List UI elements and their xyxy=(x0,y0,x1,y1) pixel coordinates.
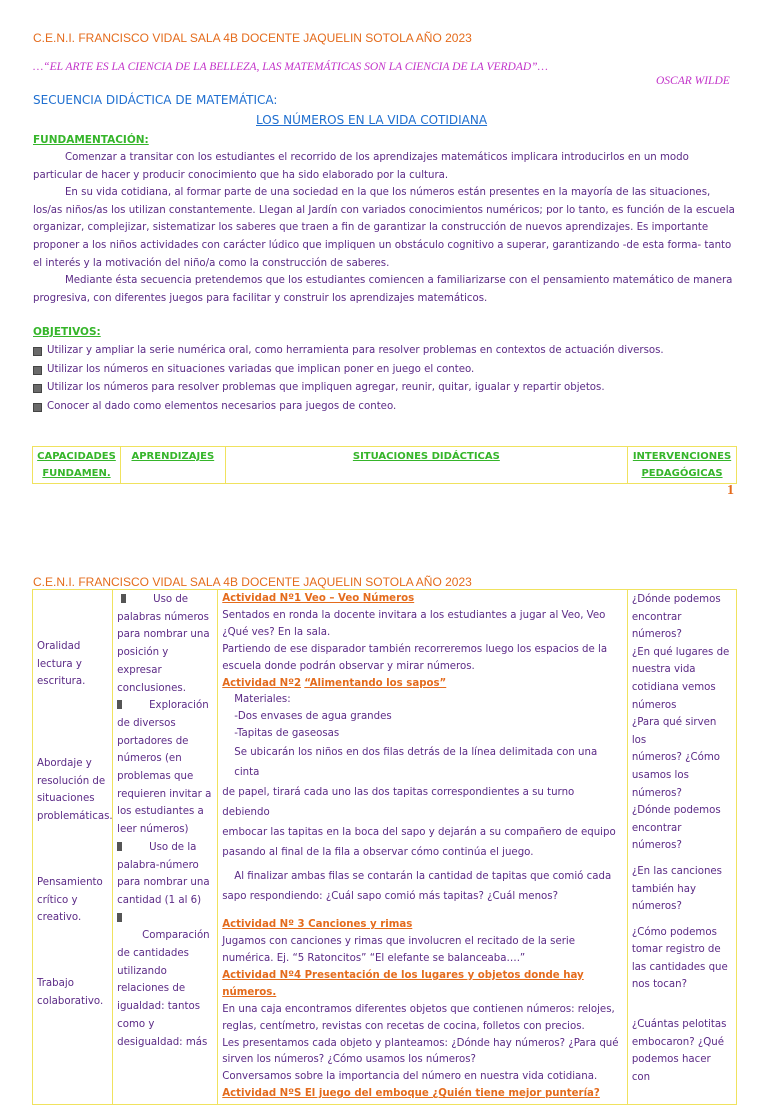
activity-2-line: -Dos envases de agua grandes xyxy=(234,711,392,723)
intervencion-line: cotidiana vemos xyxy=(631,681,716,693)
square-bullet-icon xyxy=(33,384,42,393)
activity-4-line: sirven los números? ¿Cómo usamos los números? xyxy=(222,1054,476,1066)
square-bullet-icon xyxy=(33,403,42,412)
intervencion-line: ¿Dónde podemos xyxy=(631,594,721,605)
aprendizaje-line xyxy=(117,591,213,609)
aprendizaje-text: Comparación xyxy=(142,930,210,942)
objetivo-item xyxy=(33,342,736,361)
capacidad-line: colaborativo. xyxy=(37,995,104,1007)
intervencion-line: números? xyxy=(631,901,682,913)
intervencion-line: las cantidades que xyxy=(631,961,728,973)
document-subtitle: LOS NÚMEROS EN LA VIDA COTIDIANA xyxy=(256,113,488,127)
intervenciones-cell xyxy=(627,590,736,1105)
intervencion-line: podemos hacer con xyxy=(631,1054,711,1083)
activity-2-line: de papel, tirará cada uno las dos tapitas correspondientes a su turno debiendo xyxy=(222,787,575,819)
capacidad-line: situaciones xyxy=(37,793,95,804)
square-bullet-icon xyxy=(117,700,122,709)
intervencion-line: ¿Cómo podemos xyxy=(631,926,717,938)
aprendizaje-line: desigualdad: más xyxy=(117,1036,208,1048)
aprendizaje-line xyxy=(117,910,213,945)
capacidad-line: lectura y xyxy=(37,658,82,670)
epigraph-author: OSCAR WILDE xyxy=(656,75,730,87)
intervencion-line: nuestra vida xyxy=(631,664,696,676)
objetivo-item xyxy=(33,379,736,398)
activity-2-line: -Tapitas de gaseosas xyxy=(234,728,340,740)
aprendizaje-text: Uso de xyxy=(153,594,189,605)
square-bullet-icon xyxy=(121,594,126,603)
header-aprendizajes xyxy=(120,447,225,484)
aprendizaje-line xyxy=(117,839,213,857)
aprendizaje-line: leer números) xyxy=(117,824,189,836)
activity-2-title-name: “Alimentando los sapos” xyxy=(304,677,447,689)
intervencion-line: ¿En qué lugares de xyxy=(631,646,730,658)
activity-3-line: numérica. Ej. “5 Ratoncitos” “El elefante se balanceaba….” xyxy=(222,952,526,964)
activity-2-line: Materiales: xyxy=(234,694,291,706)
capacidad-line: Trabajo xyxy=(37,978,74,989)
square-bullet-icon xyxy=(33,347,42,356)
square-bullet-icon xyxy=(117,842,122,851)
activity-4-line: reglas, centímetro, revistas con recetas de cocina, folletos con precios. xyxy=(222,1020,585,1032)
square-bullet-icon xyxy=(117,913,122,922)
activity-2-line: embocar las tapitas en la boca del sapo y dejarán a su compañero de equipo xyxy=(222,827,616,839)
aprendizaje-line: números (en xyxy=(117,753,182,765)
activity-1-line: ¿Qué ves? En la sala. xyxy=(222,626,331,638)
page-number: 1 xyxy=(727,483,734,498)
planning-table xyxy=(32,589,737,1105)
activity-5-title: Actividad NºS El juego del emboque ¿Quién tiene mejor puntería? xyxy=(222,1088,600,1100)
aprendizaje-line: portadores de xyxy=(117,735,189,747)
capacidad-line: escritura. xyxy=(37,676,86,687)
capacidad-line: Pensamiento xyxy=(37,877,103,888)
intervencion-line: números? ¿Cómo xyxy=(631,752,720,764)
document-title: SECUENCIA DIDÁCTICA DE MATEMÁTICA: xyxy=(33,93,278,107)
header-capacidades xyxy=(33,447,121,484)
intervencion-line: embocaron? ¿Qué xyxy=(631,1036,725,1048)
epigraph-quote: …“EL ARTE ES LA CIENCIA DE LA BELLEZA, LAS MATEMÁTICAS SON LA CIENCIA DE LA VERDAD”… xyxy=(33,61,548,73)
activity-3-line: Jugamos con canciones y rimas que involucren el recitado de la serie xyxy=(222,936,576,948)
aprendizaje-line: problemas que xyxy=(117,771,194,783)
activity-2-title-number: Actividad Nº2 xyxy=(222,677,302,689)
aprendizaje-line: conclusiones. xyxy=(117,682,186,694)
aprendizaje-text: Uso de la xyxy=(149,841,197,853)
aprendizaje-line: palabras números xyxy=(117,611,209,623)
planning-table-header xyxy=(32,446,737,484)
situaciones-cell xyxy=(218,590,628,1105)
capacidad-block xyxy=(37,874,103,927)
intervencion-line: encontrar números? xyxy=(631,611,682,641)
activity-2-line: Al finalizar ambas filas se contarán la cantidad de tapitas que comió cada xyxy=(234,871,612,883)
page1-header: C.E.N.I. FRANCISCO VIDAL SALA 4B DOCENTE JAQUELIN SOTOLA AÑO 2023 xyxy=(33,31,472,45)
planning-table-body xyxy=(32,589,739,1100)
capacidad-block xyxy=(37,975,103,1010)
activity-1-line: Partiendo de ese disparador también recorreremos luego los espacios de la xyxy=(222,643,608,655)
fundamentacion-body xyxy=(33,149,736,307)
intervencion-line: usamos los números? xyxy=(631,769,689,799)
activity-3-title: Actividad Nº 3 Canciones y rimas xyxy=(222,919,413,931)
capacidad-line: resolución de xyxy=(37,775,106,787)
aprendizajes-cell xyxy=(113,590,218,1105)
aprendizaje-line: requieren invitar a xyxy=(117,788,212,800)
intervencion-line: también hay xyxy=(631,883,696,895)
header-capacidades-line2: FUNDAMEN. xyxy=(42,468,111,479)
header-situaciones-label: SITUACIONES DIDÁCTICAS xyxy=(352,451,500,462)
aprendizaje-line: de diversos xyxy=(117,717,176,729)
fundamentacion-paragraph: Comenzar a transitar con los estudiantes el recorrido de los aprendizajes matemáticos implicara introducirlos en un modo particular de hacer y producir conocimiento que ha sido elaborado por la cultura. xyxy=(33,152,689,181)
intervencion-line: nos tocan? xyxy=(631,979,687,991)
activity-4-line: En una caja encontramos diferentes objetos que contienen números: relojes, xyxy=(222,1003,615,1015)
objetivo-text: Utilizar y ampliar la serie numérica oral, como herramienta para resolver problemas en contextos de actuación diversos. xyxy=(47,345,664,356)
activity-2-line: Se ubicarán los niños en dos filas detrás de la línea delimitada con una cinta xyxy=(234,747,598,779)
objetivos-list xyxy=(33,342,736,416)
activity-2-line: pasando al final de la fila a observar cómo continúa el juego. xyxy=(222,847,534,859)
aprendizaje-line: posición y expresar xyxy=(117,647,169,676)
intervencion-line: encontrar números? xyxy=(631,822,682,852)
objetivo-item xyxy=(33,398,736,417)
capacidad-block xyxy=(37,638,85,691)
fundamentacion-paragraph: En su vida cotidiana, al formar parte de una sociedad en la que los números están presentes en la mayoría de las situaciones, los/as niños/as los utilizan constantemente. Llegan al Jardín con variados conocimientos numéricos; por lo tanto, es función de la escuela organizar, complejizar, sistematizar los saberes que traen a fin de garantizar la construcción de nuevos aprendizajes. Es importante proponer a los niños actividades con carácter lúdico que impliquen un obstáculo cognitivo a superar, garantizando -de esta forma- tanto el interés y la motivación del niño/a como la construcción de saberes. xyxy=(33,187,735,269)
header-intervenciones-line1: INTERVENCIONES xyxy=(632,451,732,462)
aprendizaje-text: Exploración xyxy=(149,700,209,712)
intervencion-line: ¿Para qué sirven los xyxy=(631,717,717,746)
page2-header: C.E.N.I. FRANCISCO VIDAL SALA 4B DOCENTE JAQUELIN SOTOLA AÑO 2023 xyxy=(33,575,472,589)
activity-1-line: escuela donde podrán observar y mirar números. xyxy=(222,660,475,672)
aprendizaje-line: los estudiantes a xyxy=(117,806,204,818)
capacidades-cell xyxy=(33,590,113,1105)
fundamentacion-paragraph: Mediante ésta secuencia pretendemos que los estudiantes comiencen a familiarizarse con el pensamiento matemático de manera progresiva, con diferentes juegos para facilitar y construir los aprendizajes matemáticos. xyxy=(33,275,733,304)
activity-4-title: Actividad Nº4 Presentación de los lugares y objetos donde hay números. xyxy=(222,969,584,998)
capacidad-line: Abordaje y xyxy=(37,758,92,769)
intervencion-line: ¿En las canciones xyxy=(631,865,722,877)
aprendizaje-line xyxy=(117,697,213,715)
intervencion-line: números xyxy=(631,699,677,711)
header-capacidades-line1: CAPACIDADES xyxy=(37,451,116,462)
objetivo-text: Utilizar los números en situaciones variadas que implican poner en juego el conteo. xyxy=(47,363,475,375)
capacidad-line: problemáticas. xyxy=(37,810,113,822)
capacidad-line: Oralidad xyxy=(37,641,81,652)
aprendizaje-line: para nombrar una xyxy=(117,629,210,641)
objetivos-heading: OBJETIVOS: xyxy=(33,326,101,338)
activity-4-line: Conversamos sobre la importancia del número en nuestra vida cotidiana. xyxy=(222,1071,598,1083)
header-situaciones xyxy=(225,447,627,484)
aprendizaje-line: utilizando xyxy=(117,965,167,977)
aprendizaje-line: cantidad (1 al 6) xyxy=(117,894,202,906)
intervencion-line: ¿Cuántas pelotitas xyxy=(631,1019,727,1031)
aprendizaje-line: igualdad: tantos xyxy=(117,1001,201,1013)
objetivo-item xyxy=(33,361,736,380)
aprendizaje-line: para nombrar una xyxy=(117,877,210,889)
intervencion-line: ¿Dónde podemos xyxy=(631,805,721,817)
aprendizaje-line: de cantidades xyxy=(117,948,189,960)
header-aprendizajes-label: APRENDIZAJES xyxy=(131,451,215,462)
fundamentacion-heading: FUNDAMENTACIÓN: xyxy=(33,134,149,146)
capacidad-line: creativo. xyxy=(37,912,82,923)
intervencion-line: tomar registro de xyxy=(631,944,721,956)
activity-4-line: Les presentamos cada objeto y planteamos: ¿Dónde hay números? ¿Para qué xyxy=(222,1037,619,1049)
objetivo-text: Conocer al dado como elementos necesarios para juegos de conteo. xyxy=(47,400,397,412)
activity-2-title xyxy=(222,676,623,693)
aprendizaje-line: palabra-número xyxy=(117,859,199,871)
header-intervenciones-line2: PEDAGÓGICAS xyxy=(641,468,723,479)
activity-1-title: Actividad Nº1 Veo – Veo Números xyxy=(222,593,415,604)
header-intervenciones xyxy=(628,447,737,484)
square-bullet-icon xyxy=(33,366,42,375)
capacidad-line: crítico y xyxy=(37,894,78,906)
aprendizaje-line: relaciones de xyxy=(117,983,186,995)
objetivo-text: Utilizar los números para resolver problemas que impliquen agregar, reunir, quitar, igualar y repartir objetos. xyxy=(47,382,605,393)
activity-2-line: sapo respondiendo: ¿Cuál sapo comió más tapitas? ¿Cuál menos? xyxy=(222,891,558,903)
capacidad-block xyxy=(37,755,113,825)
aprendizaje-line: como y xyxy=(117,1018,155,1030)
activity-1-line: Sentados en ronda la docente invitara a los estudiantes a jugar al Veo, Veo xyxy=(222,609,606,621)
